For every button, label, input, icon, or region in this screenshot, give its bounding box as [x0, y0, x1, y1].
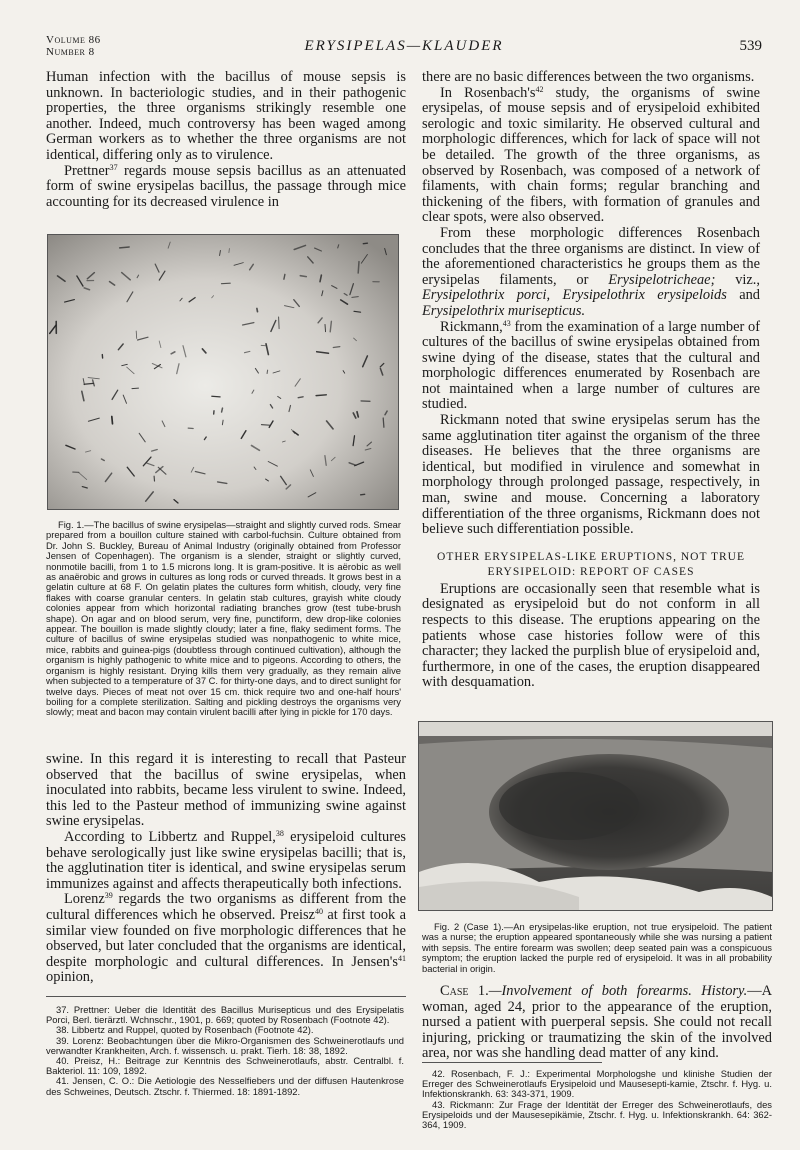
reference-marker: 37: [109, 162, 118, 172]
left-footnotes: [46, 996, 404, 1097]
text-run: —A woman, aged 24, prior to the appearance of the eruption, nursed a patient with puerperal sepsis. She could not recall injuring, pricking or traumatizing the skin of the involved area, nor was she handling dead matter of any kind.: [422, 983, 772, 1062]
bacillus-rod: [361, 494, 365, 495]
footnote-rule: [422, 1062, 602, 1063]
text-run: opinion,: [46, 969, 94, 986]
footnote: 40. Preisz, H.: Beitrage zur Kenntnis des Schweinerotlaufs, abstr. Centralbl. f. Bakteriol. 11: 109, 1892.: [46, 1055, 404, 1077]
page-header: [46, 34, 762, 62]
bacillus-rod: [279, 317, 280, 329]
bacillus-rod: [325, 324, 326, 331]
case-1-paragraph: [422, 984, 772, 1062]
bacillus-rod: [84, 383, 93, 384]
reference-marker: 39: [104, 891, 113, 901]
volume-label: Volume 86: [46, 34, 101, 46]
section-heading-line-1: OTHER ERYSIPELAS-LIKE ERUPTIONS, NOT TRUE: [437, 550, 745, 563]
right-footnotes: [422, 1062, 772, 1130]
bacillus-rod: [257, 309, 258, 312]
bacillus-rod: [132, 388, 139, 389]
right-column-top: [422, 70, 760, 691]
text-run: viz.,: [715, 271, 760, 288]
footnote-rule: [46, 996, 406, 997]
text-run: Rickmann,: [440, 318, 503, 335]
paragraph: swine. In this regard it is interesting to recall that Pasteur observed that the bacillus of swine erysipelas, when inoculated into rabbits, became less virulent to swine. Indeed, this led to the Pasteur method of immunizing swine against swine erysipelas.: [46, 751, 406, 830]
forearm-eruption-photo: [419, 722, 772, 910]
left-column-top: [46, 70, 406, 210]
text-run: regards mouse sepsis bacillus as an attenuated form of swine erysipelas bacillus, the passage through mice accounting for its decreased virulence in: [46, 162, 406, 210]
paragraph: Human infection with the bacillus of mouse sepsis is unknown. In bacteriologic studies, and in their pathogenic properties, the three organisms strikingly resemble one another. Indeed, much controversy has been waged among German workers as to whether the three organisms are not identical, differing only as to virulence.: [46, 69, 406, 163]
paragraph: [46, 164, 406, 211]
paragraph: [422, 86, 760, 226]
bacillus-rod: [267, 370, 268, 373]
footnote: 37. Prettner: Ueber die Identität des Bacillus Murisepticus und des Erysipelatis Porci, Berl. tierärztl. Wchnschr., 1901, p. 669; quoted by Rosenbach (Footnote 42).: [46, 1004, 404, 1026]
reference-marker: 43: [502, 318, 511, 328]
text-run: and: [726, 287, 760, 304]
figure-1-caption-block: [46, 520, 401, 718]
footnote: 39. Lorenz: Beobachtungen über die Mikro-Organismen des Schweinerotlaufs und verwandter Krankheiten, Arch. f. wissensch. u. prakt. Tierh. 18: 38, 1892.: [46, 1034, 404, 1056]
paragraph: Rickmann noted that swine erysipelas serum has the same agglutination titer against the organism of the three diseases. He believes that the three organisms are identical, but modified in virulence and somewhat in morphology through prolonged passage, respectively, in man, swine and mouse. Concerning a laboratory differentiation of the three organisms, Rickmann does not believe such differentiation possible.: [422, 412, 760, 538]
text-run: According to Libbertz and Ruppel,: [64, 828, 276, 845]
case-label: Case 1.: [440, 983, 489, 999]
bacillus-rod: [222, 420, 223, 425]
paragraph: [422, 226, 760, 320]
bacillus-rod: [222, 408, 223, 412]
bacillus-rod: [316, 395, 326, 396]
bacillus-rod: [112, 417, 113, 424]
bacillus-rod: [262, 425, 270, 426]
reference-marker: 40: [314, 906, 323, 916]
text-run: from the examination of a large number of cultures of the bacillus of swine erysipelas obtained from swine dying of the disease, states that the cultural and morphologic differences enumerated by Rosenbach are not maintained when a large number of cultures are studied.: [422, 318, 760, 413]
paragraph: [422, 320, 760, 414]
bacillus-micrograph-image: [48, 235, 398, 509]
italic-taxon: Erysipelothrix porci, Erysipelothrix erysipeloids: [422, 287, 727, 304]
page-number: 539: [739, 38, 762, 54]
text-run: erysipeloid cultures behave serologically just like swine erysipelas bacilli; that is, the agglutination titer is identical, and swine erysipelas serum immunizes against and affects therapeutically both infections.: [46, 828, 406, 892]
figure-2-photograph: [418, 721, 773, 911]
bacillus-rod: [383, 418, 384, 427]
text-run: study, the organisms of swine erysipelas, of mouse sepsis and of erysipeloid exhibited serologic and toxic similarity. He observed cultural and morphologic differences, which for lack of space will not be detailed. The growth of the three organisms, as observed by Rosenbach, was composed of a network of filaments, with chain forms; regular branching and thickening of the fibers, with formation of granules and clear spots, were also observed.: [422, 84, 761, 226]
paragraph: there are no basic differences between the two organisms.: [422, 69, 755, 85]
paragraph: [46, 892, 406, 986]
case-heading-italic: —Involvement of both forearms. History.: [488, 983, 748, 999]
reference-marker: 38: [275, 828, 284, 838]
footnote: 41. Jensen, C. O.: Die Aetiologie des Nesselfiebers und der diffusen Hautenkrose des Schweines, Deutsch. Ztschr. f. Thiermed. 18: 1891-1892.: [46, 1075, 404, 1097]
bacillus-rod: [284, 274, 285, 279]
text-run: Lorenz: [64, 891, 105, 908]
bacillus-rod: [333, 347, 340, 348]
bacillus-rod: [120, 247, 129, 248]
bacillus-rod: [222, 283, 231, 284]
text-run: In Rosenbach's: [440, 84, 536, 101]
italic-taxon: Erysipelothrix murisepticus.: [422, 302, 586, 319]
figure-1-micrograph: [47, 234, 399, 510]
text-run: Prettner: [64, 162, 110, 179]
figure-2-caption-block: [422, 922, 772, 974]
paragraph: [46, 830, 406, 892]
bacillus-rod: [212, 396, 220, 397]
text-run: at first took a similar view founded on five morphologic differences that he observed, but later concluded that the organisms are identical, despite morphologic and cultural differences. In Jensen's: [46, 906, 406, 970]
bacillus-rod: [358, 262, 359, 273]
reference-marker: 41: [398, 953, 406, 963]
bacillus-rod: [229, 249, 230, 253]
number-label: Number 8: [46, 46, 95, 58]
section-heading-line-2: ERYSIPELOID: REPORT OF CASES: [487, 565, 695, 578]
bacillus-rod: [363, 243, 367, 244]
running-title: ERYSIPELAS—KLAUDER: [304, 38, 504, 54]
bacillus-rod: [300, 276, 306, 277]
footnote: 38. Libbertz and Ruppel, quoted by Rosenbach (Footnote 42).: [56, 1024, 314, 1036]
text-run: From these morphologic differences Rosenbach concludes that the three organisms are distinct. In view of the aforementioned characteristics he groups them as the erysipelas filaments, or: [422, 224, 760, 288]
paragraph: Eruptions are occasionally seen that resemble what is designated as erysipeloid but do not conform in all respects to this disease. The eruptions appearing on the patients whose case histories follow were of this character; they lacked the purplish blue of erysipeloid and, furthermore, in one of the cases, the eruption disappeared with desquamation.: [422, 580, 760, 691]
case-report: [422, 984, 772, 1062]
footnote: 42. Rosenbach, F. J.: Experimental Morphologshe und klinishe Studien der Erreger des Schweinerotlaufs Erysipeloid und Mausesepti-kamie, Ztschr. f. Hyg. u. Infektionskrankh. 63: 343-371, 1909.: [422, 1068, 772, 1100]
left-column-bottom: [46, 752, 406, 986]
text-run: regards the two organisms as different from the cultural differences which he observed. Preisz: [46, 891, 406, 923]
italic-taxon: Erysipelotricheae;: [608, 271, 716, 288]
figure-2-caption: Fig. 2 (Case 1).—An erysipelas-like eruption, not true erysipeloid. The patient was a nurse; the eruption appeared spontaneously while she was nursing a patient with sepsis. The entire forearm was swollen; deep seated pain was a conspicuous symptom; the eruption lacked the purple red of erysipeloid. It was in all probability bacterial in origin.: [422, 921, 772, 974]
bacillus-rod: [298, 397, 303, 398]
bacillus-rod: [136, 331, 137, 339]
footnote: 43. Rickmann: Zur Frage der Identität der Erreger des Schweinerotlaufs, des Erysipeloids und der Mausesepikämie, Ztschr. f. Hyg. u. Infektionskrankh. 64: 362-364, 1909.: [422, 1098, 772, 1131]
figure-1-caption: Fig. 1.—The bacillus of swine erysipelas—straight and slightly curved rods. Smear prepared from a bouillon culture stained with carbol-fuchsin. Culture obtained from Dr. John S. Buckley, Bureau of Animal Industry (originally obtained from Professor Jensen of Copenhagen). The organism is a slender, straight or slightly curved, nonmotile bacilli, from 1 to 1.5 microns long. It is gram-positive. It is aërobic as well as anaërobic and grows in cultures as long rods or curved threads. It grows best in a gelatin culture at 68 F. On gelatin plates the cultures form whitish, cloudy, very fine flakes with coarse granular centers. In gelatin stab cultures, grayish white cloudy colonies appear from which horizontal radiating branches grow (test tube-brush shape). On agar and on blood serum, very fine, punctiform, dew drop-like colonies appear. The bouillon is made slightly cloudy; later a fine, flaky sediment forms. The culture of bacillus of swine erysipelas studied was nonpathogenic to white mice, mice, rabbits and guinea-pigs (doubtless through continued cultivation), although the organism is highly pathogenic to white mice and to pigeons. According to others, the organism is highly resistant. Drying kills them very gradually, as they remain alive when subjected to a temperature of 37 C. for thirty-one days, and to direct sunlight for twelve days. Pieces of meat not over 15 cm. thick require two and one-half hours' boiling for a complete sterilization. Salting and pickling destroys the organisms very slowly; meat and bacon may contain virulent bacilli after lying in pickle for 170 days.: [46, 519, 401, 718]
reference-marker: 42: [535, 84, 544, 94]
